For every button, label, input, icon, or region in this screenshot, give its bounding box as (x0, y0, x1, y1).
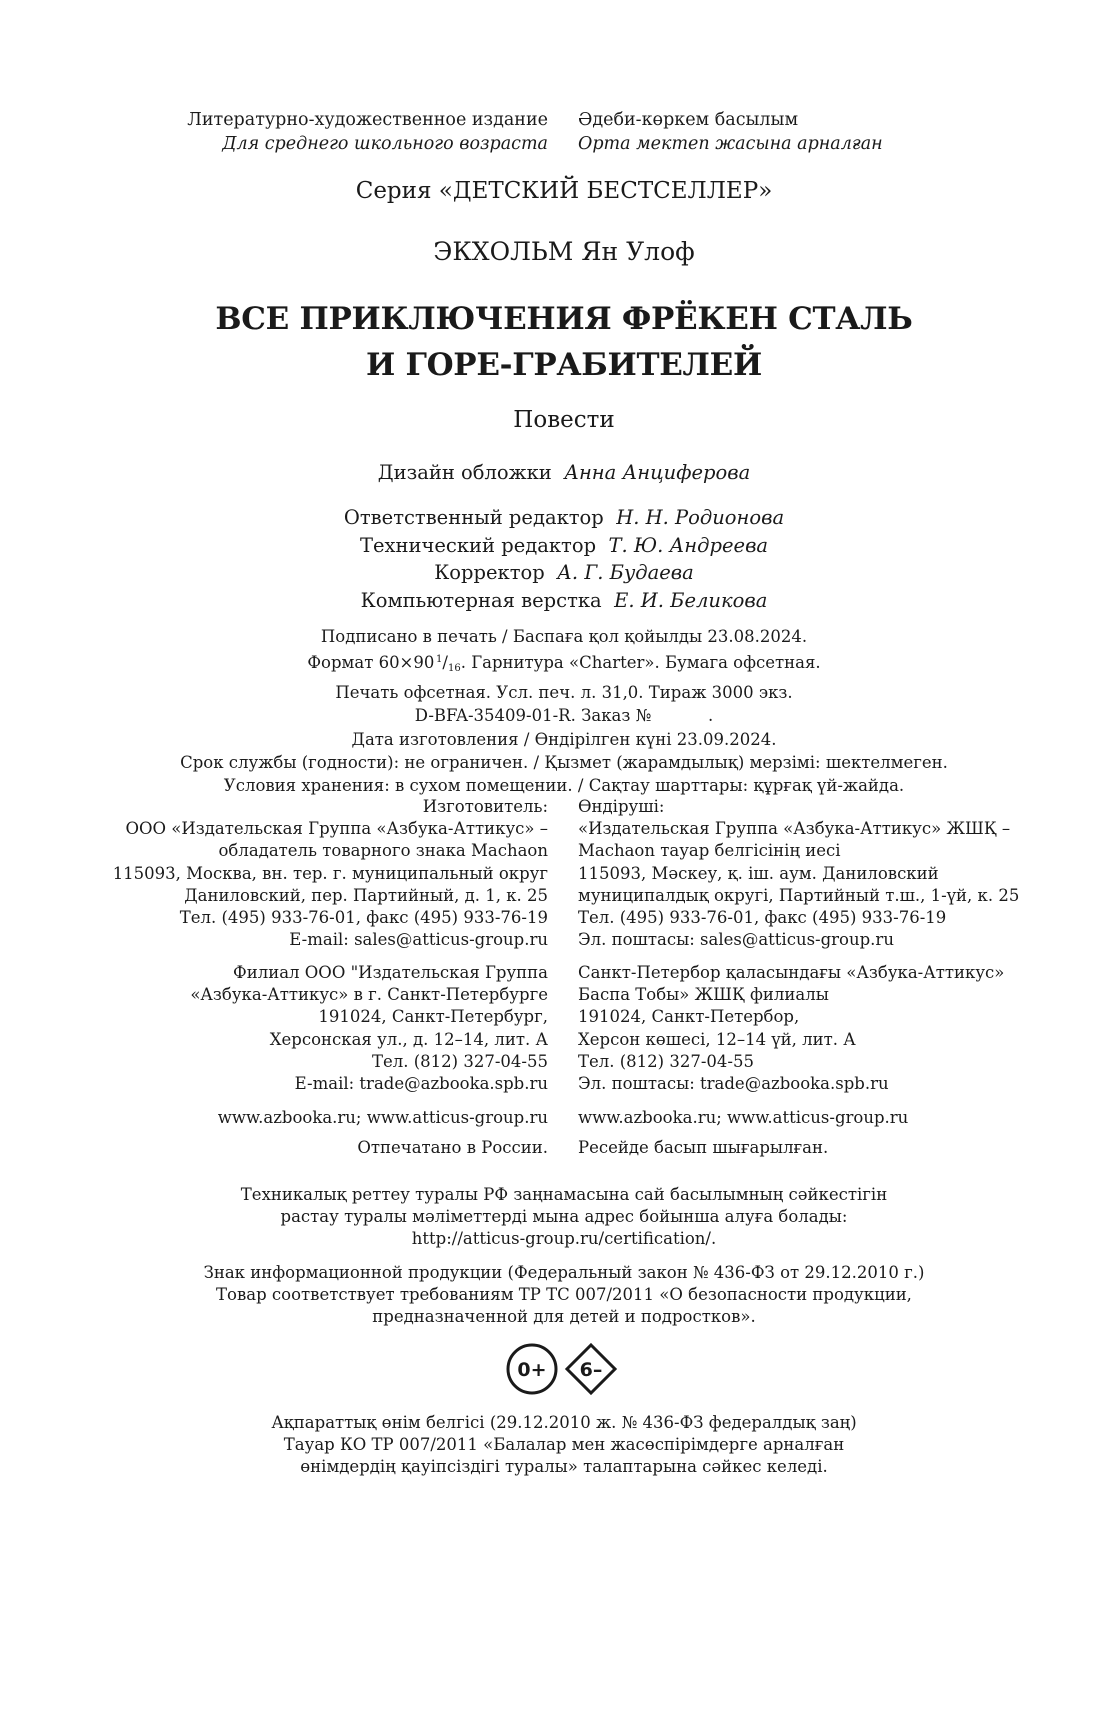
credit-name: Е. И. Беликова (614, 588, 768, 612)
imprint-line: Условия хранения: в сухом помещении. / Сақтау шарттары: құрғақ үй-жайда. (223, 776, 905, 796)
order-end: . (707, 706, 714, 726)
note-line: өнімдердің қауіпсіздігі туралы» талаптарына сәйкес келеді. (300, 1457, 828, 1477)
credit-name: Т. Ю. Андреева (608, 533, 769, 557)
credit-role: Корректор (434, 561, 545, 584)
info-product-ru (0, 1262, 1100, 1329)
age-badge-graphic (505, 1341, 625, 1397)
editorial-credits (0, 504, 1100, 614)
credit-row (0, 559, 1100, 587)
imprint-details (0, 625, 1100, 798)
credit-role: Компьютерная верстка (360, 588, 602, 612)
note-line: Ақпараттық өнім белгісі (29.12.2010 ж. № 436-ФЗ федералдық заң) (271, 1413, 857, 1432)
author-name: ЭКХОЛЬМ Ян Улоф (433, 237, 695, 266)
imprint-line: Срок службы (годности): не ограничен. / Қызмет (жарамдылық) мерзімі: шектелмеген. (180, 753, 948, 773)
email-line: E-mail: sales@atticus-group.ru (289, 930, 548, 950)
address-line: «Азбука-Аттикус» в г. Санкт-Петербурге (190, 985, 548, 1005)
credit-row (0, 504, 1100, 532)
address-line: 191024, Санкт-Петербург, (318, 1007, 548, 1027)
credit-row (0, 587, 1100, 615)
address-line: Филиал ООО "Издательская Группа (233, 963, 548, 982)
address-line: «Издательская Группа «Азбука-Аттикус» ЖШҚ – (578, 819, 1011, 839)
edition-type-kz (578, 108, 883, 156)
certification-note (0, 1184, 1100, 1251)
manufacturer-label: Изготовитель: (422, 797, 548, 816)
note-line: Техникалық реттеу туралы РФ заңнамасына сай басылымның сәйкестігін (240, 1185, 888, 1204)
credit-role: Технический редактор (359, 533, 597, 557)
credit-row (0, 532, 1100, 560)
edition-type-label: Литературно-художественное издание (187, 110, 548, 130)
title-line: И ГОРЕ-ГРАБИТЕЛЕЙ (366, 347, 762, 383)
credit-role: Дизайн обложки (377, 461, 552, 484)
address-line: Херсонская ул., д. 12–14, лит. А (269, 1029, 548, 1049)
address-line: обладатель товарного знака Machaon (218, 841, 548, 861)
imprint-line (0, 704, 1100, 727)
credit-role: Ответственный редактор (343, 506, 604, 529)
info-product-kz (0, 1412, 1100, 1479)
genre: Повести (513, 407, 615, 433)
address-line: 115093, Москва, вн. тер. г. муниципальный округ (112, 863, 548, 883)
printed-in-ru: Отпечатано в России. (357, 1138, 548, 1157)
branch-kz (578, 962, 1004, 1095)
printed-in-kz: Ресейде басып шығарылған. (578, 1138, 829, 1157)
credit-name: Анна Анциферова (564, 461, 751, 484)
address-line: Санкт-Петербор қаласындағы «Азбука-Аттикус» (578, 963, 1005, 982)
email-line: Эл. поштасы: sales@atticus-group.ru (578, 930, 894, 950)
imprint-line: Печать офсетная. Усл. печ. л. 31,0. Тираж 3000 экз. (335, 682, 793, 702)
format-denominator: 16 (447, 663, 461, 675)
credit-name: Н. Н. Родионова (616, 506, 785, 529)
website-links-kz: www.azbooka.ru; www.atticus-group.ru (578, 1108, 909, 1127)
address-line: муниципалдық округі, Партийный т.ш., 1-үй, к. 25 (578, 885, 1020, 905)
manufacturer-kz (578, 796, 1019, 951)
note-line: Товар соответствует требованиям ТР ТС 007/2011 «О безопасности продукции, (216, 1285, 912, 1305)
cover-credit (0, 461, 1100, 484)
imprint-line: Дата изготовления / Өндірілген күні 23.09.2024. (351, 729, 777, 749)
format-rest: . Гарнитура «Charter». Бумага офсетная. (460, 653, 821, 673)
address-line: Machaon тауар белгісінің иесі (578, 841, 841, 861)
note-line: Тауар КО ТР 007/2011 «Балалар мен жасөспірімдерге арналған (283, 1435, 845, 1455)
diamond-badge-text: 6– (579, 1359, 603, 1381)
edition-type-ru (187, 108, 548, 156)
credit-name: А. Г. Будаева (557, 561, 694, 584)
note-line: Знак информационной продукции (Федеральный закон № 436-ФЗ от 29.12.2010 г.) (203, 1263, 925, 1282)
email-line: E-mail: trade@azbooka.spb.ru (294, 1074, 548, 1094)
branch-ru (190, 962, 548, 1095)
title-line: ВСЕ ПРИКЛЮЧЕНИЯ ФРЁКЕН СТАЛЬ (215, 301, 913, 337)
manufacturer-ru (113, 796, 548, 951)
phone-line: Тел. (495) 933-76-01, факс (495) 933-76-19 (578, 908, 947, 928)
imprint-line: Формат 60×90 $^1/_{16}$. Гарнитура «Charter». Бумага офсетная. (307, 653, 821, 675)
age-badge-text: 0+ (517, 1359, 547, 1381)
phone-line: Тел. (812) 327-04-55 (372, 1051, 548, 1071)
format-numerator: 1 (436, 654, 443, 666)
address-line: 191024, Санкт-Петербор, (578, 1007, 800, 1027)
age-group-label: Орта мектеп жасына арналған (578, 134, 883, 154)
address-line: 115093, Мәскеу, қ. іш. аум. Даниловский (578, 863, 939, 883)
manufacturer-label: Өндіруші: (578, 797, 665, 816)
edition-type-label: Әдеби-көркем басылым (578, 110, 799, 130)
phone-line: Тел. (495) 933-76-01, факс (495) 933-76-19 (179, 908, 548, 928)
note-line: растау туралы мәліметтерді мына адрес бойынша алуға болады: (280, 1207, 848, 1227)
address-line: Даниловский, пер. Партийный, д. 1, к. 25 (184, 885, 548, 905)
age-rating-badges (505, 1341, 625, 1397)
age-group-label: Для среднего школьного возраста (222, 134, 548, 154)
series-name: Серия «ДЕТСКИЙ БЕСТСЕЛЛЕР» (355, 178, 773, 204)
note-line: предназначенной для детей и подростков». (372, 1307, 756, 1327)
book-title (0, 296, 1100, 388)
certification-url: http://atticus-group.ru/certification/. (411, 1229, 717, 1249)
phone-line: Тел. (812) 327-04-55 (578, 1051, 754, 1071)
address-line: Херсон көшесі, 12–14 үй, лит. А (578, 1029, 856, 1049)
website-links-ru: www.azbooka.ru; www.atticus-group.ru (217, 1108, 548, 1127)
imprint-line: Подписано в печать / Баспаға қол қойылды 23.08.2024. (320, 627, 808, 646)
address-line: Баспа Тобы» ЖШҚ филиалы (578, 985, 829, 1005)
format-text: Формат 60×90 (307, 653, 435, 673)
address-line: ООО «Издательская Группа «Азбука-Аттикус» – (125, 819, 548, 839)
order-text: D-BFA-35409-01-R. Заказ № (414, 706, 652, 726)
email-line: Эл. поштасы: trade@azbooka.spb.ru (578, 1074, 889, 1094)
